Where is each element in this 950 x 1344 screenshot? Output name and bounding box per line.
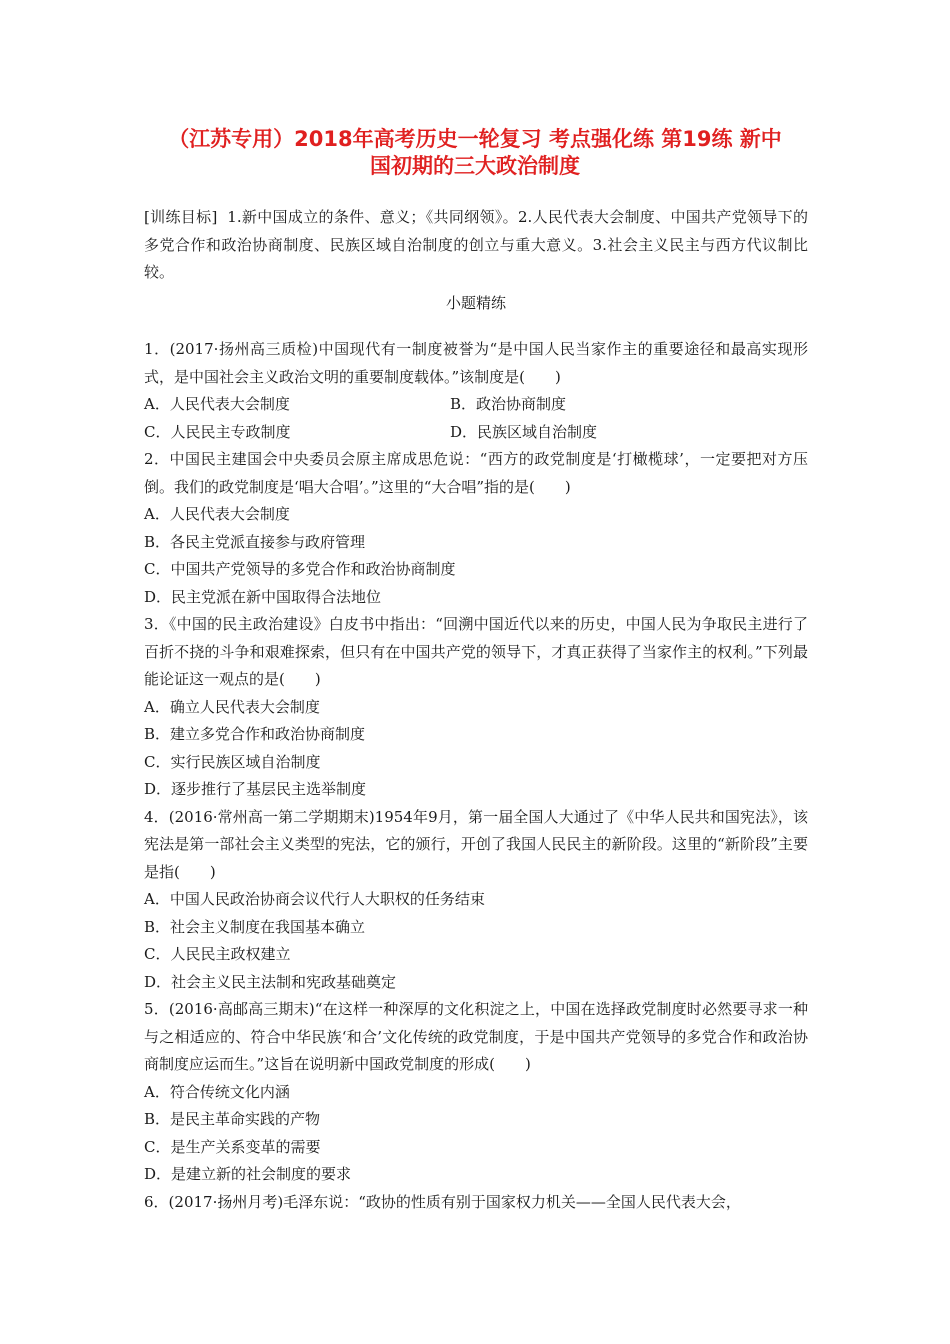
title-line-2: 国初期的三大政治制度 [370,154,580,178]
question-2 [144,446,808,611]
option-d: D．民主党派在新中国取得合法地位 [144,587,382,606]
question-stem: 5．(2016·高邮高三期末)“在这样一种深厚的文化积淀之上，中国在选择政党制度时必然要寻求一种与之相适应的、符合中华民族‘和合’文化传统的政党制度，于是中国共产党领导的多党合作和政治协商制度应运而生。”这旨在说明新中国政党制度的形成( ) [144,1000,808,1073]
option-d: D．民族区域自治制度 [450,422,598,441]
option-c: C．中国共产党领导的多党合作和政治协商制度 [144,560,456,578]
question-stem: 4．(2016·常州高一第二学期期末)1954年9月，第一届全国人大通过了《中华人民共和国宪法》，该宪法是第一部社会主义类型的宪法，它的颁行，开创了我国人民民主的新阶段。这里的“新阶段”主要是指( ) [144,807,808,881]
options-row [144,419,808,447]
option-b: B．各民主党派直接参与政府管理 [144,532,366,551]
question-stem: 6．(2017·扬州月考)毛泽东说：“政协的性质有别于国家权力机关——全国人民代表大会， [144,1192,741,1211]
option-c: C．是生产关系变革的需要 [144,1137,321,1156]
question-4 [144,804,808,997]
options-row [144,391,808,419]
option-d: D．社会主义民主法制和宪政基础奠定 [144,972,397,991]
document-body [144,204,808,1216]
section-title: 小题精练 [445,293,506,312]
question-6 [144,1189,808,1217]
question-3 [144,611,808,804]
option-c: C．人民民主政权建立 [144,945,291,963]
question-1 [144,336,808,446]
option-d: D．逐步推行了基层民主选举制度 [144,780,367,798]
question-stem: 1．(2017·扬州高三质检)中国现代有一制度被誉为“是中国人民当家作主的重要途径和最高实现形式，是中国社会主义政治文明的重要制度载体。”该制度是( ) [144,340,808,386]
title-line-1: （江苏专用）2018年高考历史一轮复习 考点强化练 第19练 新中 [168,127,782,151]
option-a: A．中国人民政治协商会议代行人大职权的任务结束 [144,890,485,908]
option-b: B．是民主革命实践的产物 [144,1110,321,1128]
option-b: B．社会主义制度在我国基本确立 [144,917,366,936]
option-c: C．实行民族区域自治制度 [144,752,321,771]
training-goals [144,204,808,287]
document-title [120,126,830,180]
option-a: A．人民代表大会制度 [144,505,290,523]
option-a: A．确立人民代表大会制度 [144,697,320,716]
training-goals-tag: [训练目标] [144,208,218,226]
question-stem: 2．中国民主建国会中央委员会原主席成思危说：“西方的政党制度是‘打橄榄球’，一定要把对方压倒。我们的政党制度是‘唱大合唱’。”这里的“大合唱”指的是( ) [144,450,808,496]
option-a: A．符合传统文化内涵 [144,1082,290,1101]
option-b: B．建立多党合作和政治协商制度 [144,725,366,743]
option-d: D．是建立新的社会制度的要求 [144,1165,352,1183]
option-b: B．政治协商制度 [450,395,567,413]
question-stem: 3．《中国的民主政治建设》白皮书中指出：“回溯中国近代以来的历史，中国人民为争取民主进行了百折不挠的斗争和艰难探索，但只有在中国共产党的领导下，才真正获得了当家作主的权利。”下列最能论证这一观点的是( ) [144,615,808,688]
question-5 [144,996,808,1189]
training-goals-text: 1.新中国成立的条件、意义；《共同纲领》。2.人民代表大会制度、中国共产党领导下的多党合作和政治协商制度、民族区域自治制度的创立与重大意义。3.社会主义民主与西方代议制比较。 [144,208,808,281]
option-a: A．人民代表大会制度 [144,395,290,413]
option-c: C．人民民主专政制度 [144,422,291,441]
